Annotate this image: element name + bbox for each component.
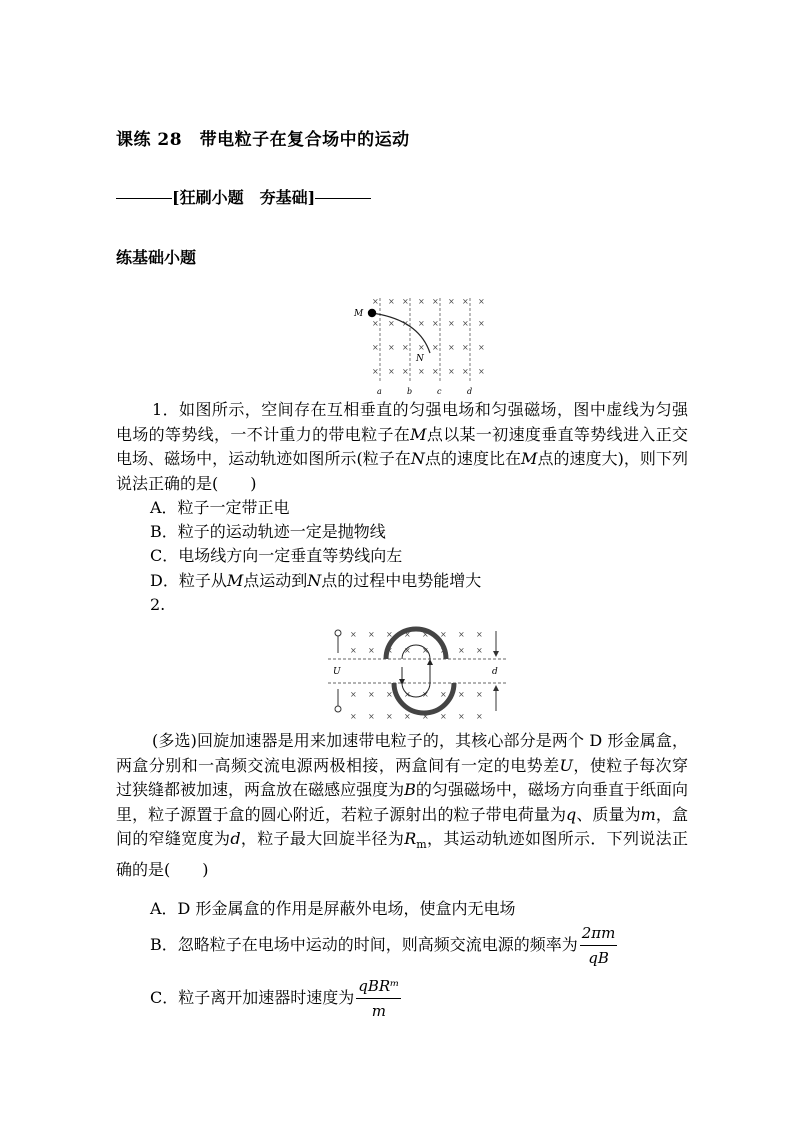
field-cross-mark: × bbox=[402, 297, 409, 306]
field-cross-mark: × bbox=[458, 690, 465, 699]
field-cross-mark: × bbox=[440, 646, 447, 655]
field-cross-mark: × bbox=[448, 343, 455, 352]
field-cross-mark: × bbox=[422, 712, 429, 721]
dee-upper bbox=[386, 629, 446, 659]
field-cross-mark: × bbox=[462, 367, 469, 376]
line-label-c: c bbox=[437, 387, 442, 396]
field-cross-mark: × bbox=[432, 297, 439, 306]
field-cross-mark: × bbox=[418, 297, 425, 306]
field-cross-mark: × bbox=[386, 630, 393, 639]
question-2-option-b: B．忽略粒子在电场中运动的时间，则高频交流电源的频率为 $\frac{2\pi m}{qB}$ bbox=[150, 921, 617, 970]
field-cross-mark: × bbox=[372, 297, 379, 306]
field-cross-mark: × bbox=[440, 690, 447, 699]
field-cross-mark: × bbox=[388, 367, 395, 376]
field-cross-mark: × bbox=[432, 343, 439, 352]
field-cross-mark: × bbox=[402, 343, 409, 352]
field-cross-mark: × bbox=[458, 646, 465, 655]
field-cross-mark: × bbox=[386, 690, 393, 699]
field-cross-mark: × bbox=[386, 646, 393, 655]
question-1-option-d: D．粒子从M点运动到N点的过程中电势能增大 bbox=[150, 571, 482, 590]
field-cross-mark: × bbox=[478, 297, 485, 306]
section-rule-left bbox=[116, 198, 172, 199]
question-1-option-c: C．电场线方向一定垂直等势线向左 bbox=[150, 546, 403, 565]
field-cross-mark: × bbox=[476, 690, 483, 699]
field-cross-mark: × bbox=[372, 319, 379, 328]
point-n-label: N bbox=[416, 354, 424, 364]
figure-1-field-diagram bbox=[350, 295, 490, 397]
field-cross-mark: × bbox=[478, 319, 485, 328]
point-m-label: M bbox=[354, 309, 364, 319]
field-cross-mark: × bbox=[422, 630, 429, 639]
page-title: 课练 28 带电粒子在复合场中的运动 bbox=[116, 130, 410, 150]
question-1-stem: 1．如图所示，空间存在互相垂直的匀强电场和匀强磁场，图中虚线为匀强电场的等势线，一不计重力的带电粒子在M点以某一初速度垂直等势线进入正交电场、磁场中，运动轨迹如图所示(粒子在N点的速度比在M点的速度大)，则下列说法正确的是( ) bbox=[116, 400, 688, 493]
field-cross-mark: × bbox=[404, 690, 411, 699]
velocity-fraction: $\frac{\text{qBRᵐ}}{m}$ bbox=[356, 974, 401, 1023]
field-cross-mark: × bbox=[448, 297, 455, 306]
question-2-stem: (多选)回旋加速器是用来加速带电粒子的，其核心部分是两个 D 形金属盒，两盒分别和一高频交流电源两极相接，两盒间有一定的电势差U，使粒子每次穿过狭缝都被加速，两盒放在磁感应强度为B的匀强磁场中，磁场方向垂直于纸面向里，粒子源置于盒的圆心附近，若粒子源射出的粒子带电荷量为q、质量为m，盒间的窄缝宽度为d，粒子最大回旋半径为$R_m$，其运动轨迹如图所示．下列说法正确的是( ) bbox=[116, 731, 688, 879]
field-cross-mark: × bbox=[458, 712, 465, 721]
field-cross-mark: × bbox=[440, 630, 447, 639]
field-cross-mark: × bbox=[372, 343, 379, 352]
line-label-d: d bbox=[467, 387, 473, 396]
field-cross-mark: × bbox=[418, 367, 425, 376]
field-cross-mark: × bbox=[422, 690, 429, 699]
field-cross-mark: × bbox=[372, 367, 379, 376]
question-2-option-c: C．粒子离开加速器时速度为 $\frac{\text{qBRᵐ}}{m}$ bbox=[150, 974, 401, 1023]
field-cross-mark: × bbox=[350, 646, 357, 655]
field-cross-mark: × bbox=[386, 712, 393, 721]
subsection-title: 练基础小题 bbox=[116, 248, 197, 267]
field-cross-mark: × bbox=[462, 297, 469, 306]
line-label-b: b bbox=[407, 387, 413, 396]
section-label: [狂刷小题 夯基础] bbox=[172, 188, 316, 207]
question-1-option-b: B．粒子的运动轨迹一定是抛物线 bbox=[150, 522, 386, 541]
section-header bbox=[116, 185, 371, 208]
field-cross-mark: × bbox=[368, 630, 375, 639]
point-m-marker bbox=[368, 309, 376, 317]
field-cross-mark: × bbox=[476, 712, 483, 721]
field-cross-mark: × bbox=[476, 630, 483, 639]
field-cross-mark: × bbox=[422, 646, 429, 655]
field-cross-mark: × bbox=[368, 690, 375, 699]
field-cross-mark: × bbox=[432, 319, 439, 328]
field-cross-mark: × bbox=[432, 367, 439, 376]
field-cross-mark: × bbox=[418, 343, 425, 352]
frequency-fraction: $\frac{2\pi m}{qB}$ bbox=[580, 921, 618, 970]
field-cross-mark: × bbox=[440, 712, 447, 721]
field-cross-mark: × bbox=[350, 712, 357, 721]
field-cross-mark: × bbox=[402, 367, 409, 376]
field-cross-mark: × bbox=[404, 630, 411, 639]
field-cross-mark: × bbox=[448, 367, 455, 376]
field-cross-mark: × bbox=[478, 367, 485, 376]
question-2-number: 2. bbox=[150, 595, 166, 614]
field-cross-mark: × bbox=[404, 646, 411, 655]
line-label-a: a bbox=[377, 387, 382, 396]
question-1-option-a: A．粒子一定带正电 bbox=[150, 498, 290, 517]
field-cross-mark: × bbox=[368, 646, 375, 655]
field-cross-mark: × bbox=[478, 343, 485, 352]
terminal-bottom bbox=[335, 706, 341, 712]
field-cross-mark: × bbox=[476, 646, 483, 655]
field-cross-mark: × bbox=[462, 343, 469, 352]
field-cross-mark: × bbox=[350, 690, 357, 699]
field-cross-mark: × bbox=[448, 319, 455, 328]
field-cross-mark: × bbox=[462, 319, 469, 328]
terminal-top bbox=[335, 630, 341, 636]
field-cross-mark: × bbox=[458, 630, 465, 639]
field-cross-mark: × bbox=[388, 343, 395, 352]
field-cross-mark: × bbox=[388, 297, 395, 306]
gap-width-label-d: d bbox=[492, 667, 498, 677]
field-cross-mark: × bbox=[418, 319, 425, 328]
field-cross-mark: × bbox=[404, 712, 411, 721]
field-cross-mark: × bbox=[368, 712, 375, 721]
field-cross-mark: × bbox=[350, 630, 357, 639]
field-cross-mark: × bbox=[402, 319, 409, 328]
voltage-label-u: U bbox=[333, 667, 341, 677]
field-cross-mark: × bbox=[388, 319, 395, 328]
question-2-option-a: A．D 形金属盒的作用是屏蔽外电场，使盒内无电场 bbox=[150, 899, 516, 918]
section-rule-right bbox=[315, 198, 371, 199]
figure-2-cyclotron-diagram bbox=[328, 623, 506, 725]
